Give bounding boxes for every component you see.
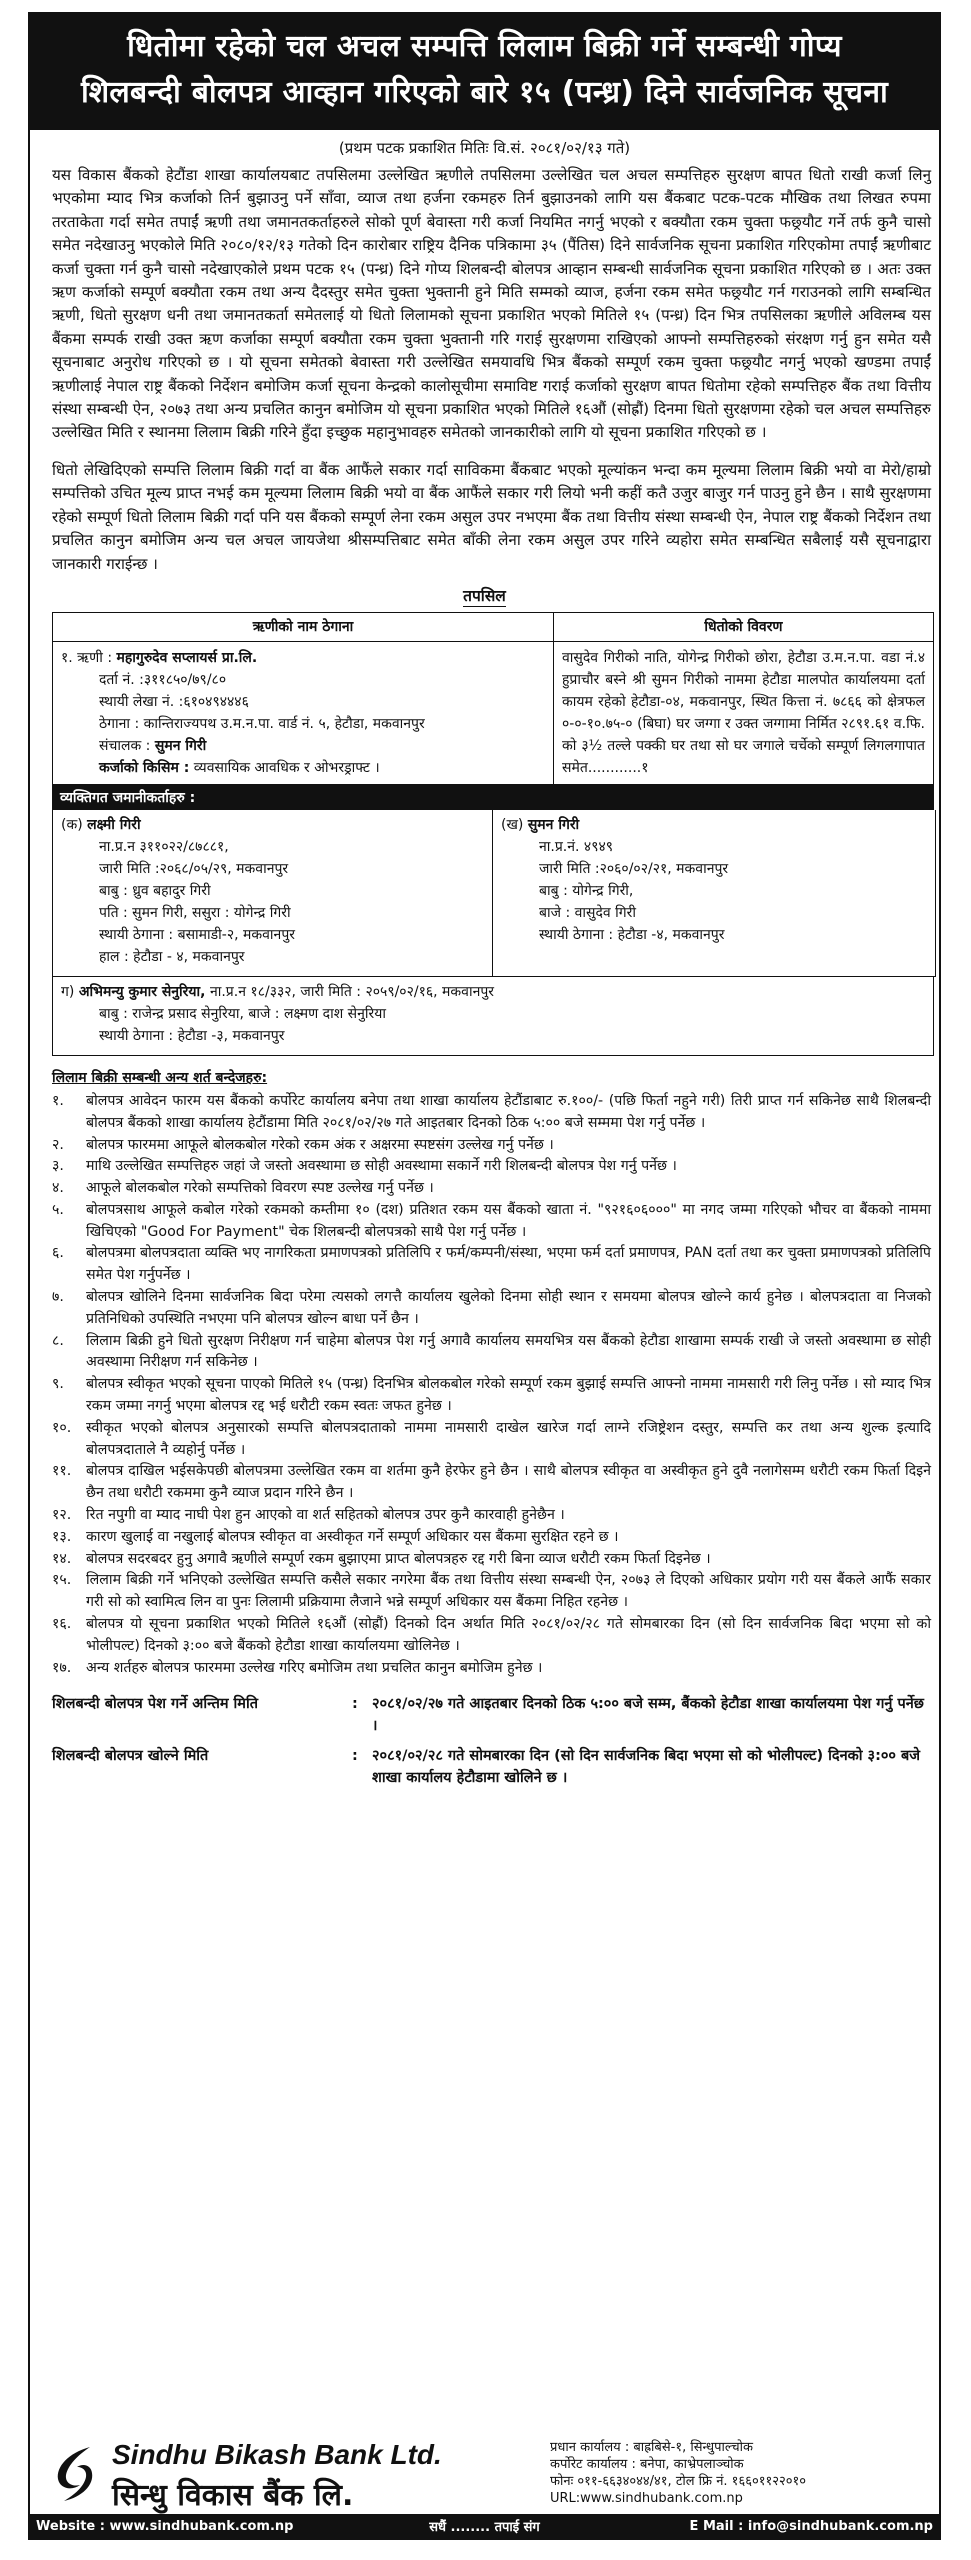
borrower-director: संचालक : सुमन गिरी [99,737,207,754]
condition-item: १४. बोलपत्र सदरबदर हुनु अगावै ऋणीले सम्पूर्ण रकम बुझाएमा प्राप्त बोलपत्रहरु रद्द गरी बिना व्याज धरौटी रकम फिर्ता दिइनेछ । [52,1550,711,1567]
condition-item: ११. बोलपत्र दाखिल भईसकेपछी बोलपत्रमा उल्लेखित रकम वा शर्तमा कुनै हेरफेर हुने छैन । साथै बोलपत्र स्वीकृत वा अस्वीकृत हुने दुवै नलागेसम्म धरौटी रकम फिर्ता दिइने छैन तथा धरौटी रकममा कुनै व्याज प्रदान गरिने छैन । [52,1463,931,1502]
conditions-list [52,1091,931,1680]
borrower-name-line: १. ऋणी : महागुरुदेव सप्लायर्स प्रा.लि. [61,649,258,666]
bank-logo-icon [50,2443,100,2505]
guarantor-b: (ख) सुमन गिरी ना.प्र.नं. ४९४९ जारी मिति :२०६०/०२/२१, मकवानपुर बाबु : योगेन्द्र गिरी, बाजे : वासुदेव गिरी स्थायी ठेगाना : हेटौडा -४, मकवानपुर [501,816,729,943]
condition-item: १५. लिलाम बिक्री गर्ने भनिएको उल्लेखित सम्पत्ति कसैले सकार नगरेमा बैंक तथा वित्तीय संस्था सम्बन्धी ऐन, २०७३ ले दिएको अधिकार प्रयोग गरी यस बैंकले आफैं सकार गरी सो को स्वामित्व लिन वा पुनः लिलामी प्रक्रियामा लैजाने भन्ने सम्पूर्ण अधिकार यस बैंकमा निहित रहनेछ । [52,1572,931,1611]
condition-item: ७. बोलपत्र खोलिने दिनमा सार्वजनिक बिदा परेमा त्यसको लगत्तै कार्यालय खुलेको दिनमा सोही स्थान र समयमा बोलपत्र खोल्ने कार्य हुनेछ । बोलपत्रदाता वा निजको प्रतिनिधिको उपस्थिति नभएमा पनि बोलपत्र खोल्न बाधा पर्ने छैन । [52,1289,931,1327]
condition-item: २. बोलपत्र फारममा आफूले बोलकबोल गरेको रकम अंक र अक्षरमा स्पष्टसंग उल्लेख गर्नु पर्नेछ । [52,1136,554,1153]
condition-item: १७. अन्य शर्तहरु बोलपत्र फारममा उल्लेख गरिए बमोजिम तथा प्रचलित कानुन बमोजिम हुनेछ । [52,1659,543,1676]
bank-contact: प्रधान कार्यालय : बाह्रबिसे-१, सिन्धुपाल्चोक कर्पोरेट कार्यालय : बनेपा, काभ्रेपलाञ्चोक फोनः ०११-६६३४०४४/४१, टोल फ्रि नं. १६६०११२२०१० URL:www.sindhubank.com.np [550,2440,807,2506]
footer-email: E Mail : info@sindhubank.com.np [689,2518,933,2534]
guarantor-b-name: सुमन गिरी [527,816,580,833]
notice-title-box [30,14,939,130]
guarantors-grid [52,810,936,977]
condition-item: ६. बोलपत्रमा बोलपत्रदाता व्यक्ति भए नागरिकता प्रमाणपत्रको प्रतिलिपि र फर्म/कम्पनी/संस्था, भएमा फर्म दर्ता प्रमाणपत्र, PAN दर्ता तथा कर चुक्ता प्रमाणपत्रको प्रतिलिपि समेत पेश गर्नुपर्नेछ । [52,1245,931,1284]
bank-name-nepali: सिन्धु विकास बैंक लि. [112,2478,354,2513]
condition-item: १. बोलपत्र आवेदन फारम यस बैंकको कर्पोरेट कार्यालय बनेपा तथा शाखा कार्यालय हेटौंडाबाट रु.१००/- (पछि फिर्ता नहुने गरी) तिरी प्राप्त गर्न सकिनेछ साथै शिलबन्दी बोलपत्र बैंकको शाखा कार्यालय हेटौंडामा मिति २०८१/०२/२७ गते आइतबार दिनको ठिक ५:०० बजे सम्ममा पेश गर्नु पर्नेछ । [52,1092,931,1131]
borrower-loan-type: कर्जाको किसिम : व्यवसायिक आवधिक र ओभरड्राफ्ट । [99,759,380,776]
condition-item: ३. माथि उल्लेखित सम्पत्तिहरु जहां जे जस्तो अवस्थामा छ सोही अवस्थामा सकार्ने गरी शिलबन्दी बोलपत्र पेश गर्नु पर्नेछ । [52,1158,677,1175]
footer-bar [30,2514,939,2538]
condition-item: ४. आफूले बोलकबोल गरेको सम्पत्तिको विवरण स्पष्ट उल्लेख गर्नु पर्नेछ । [52,1180,434,1197]
guarantor-a: (क) लक्ष्मी गिरी ना.प्र.न ३११०२२/८७८८१, जारी मिति :२०६८/०५/२९, मकवानपुर बाबु : ध्रुव बहादुर गिरी पति : सुमन गिरी, ससुरा : योगेन्द्र गिरी स्थायी ठेगाना : बसामाडी-२, मकवानपुर हाल : हेटौडा - ४, मकवानपुर [53,810,493,976]
borrower-cell [53,641,554,784]
borrower-table [52,612,934,785]
notice-paragraph-1: यस विकास बैंकको हेटौंडा शाखा कार्यालयबाट तपसिलमा उल्लेखित ऋणीले तपसिलमा उल्लेखित चल अचल सम्पत्तिहरु सुरक्षण बापत धितो राखी कर्जा लिनु भएकोमा म्याद भित्र कर्जाको तिर्न बुझाउनु पर्ने साँवा, व्याज तथा हर्जना रकमहरु तिर्न बुझाउनको लागि यस बैंकबाट पटक-पटक मौखिक तथा लिखत रुपमा तरताकेता गर्दा समेत तपाईं ऋणी तथा जमानतकर्ताहरुले सोको पूर्ण बेवास्ता गरी कर्जा नियमित नगर्नु भएको र बक्यौता रकम चुक्ता फछ्र्यौट गर्ने तर्फ कुनै चासो समेत नदेखाउनु भएकोले मिति २०८०/१२/१३ गतेको दिन कारोबार राष्ट्रिय दैनिक पत्रिकामा ३५ (पैंतिस) दिने सार्वजनिक सूचना प्रकाशित गरिएकोमा तपाईं ऋणीबाट कर्जा चुक्ता गर्न कुनै चासो नदेखाएकोले प्रथम पटक १५ (पन्ध्र) दिने गोप्य शिलबन्दी बोलपत्र आव्हान सम्बन्धी सार्वजनिक सूचना प्रकाशित गरिएको छ । अतः उक्त ऋण कर्जाको सम्पूर्ण बक्यौता रकम तथा अन्य दैदस्तुर समेत चुक्ता भुक्तानी हुने मिति सम्मको व्याज, हर्जना रकम समेत फछ्र्यौट गर्न गराउनको लागि सम्बन्धित ऋणी, धितो सुरक्षण धनी तथा जमानतकर्ता समेतलाई यो धितो लिलामको सूचना प्रकाशित भएको मितिले १५ (पन्ध्र) दिन भित्र तपसिलका ऋणीले अविलम्ब यस बैंकमा सम्पर्क राखी उक्त ऋण कर्जाका सम्पूर्ण बक्यौता रकम चुक्ता भुक्तानी गरि गराई सुरक्षणमा राखिएको आफ्नो सम्पत्तिहरुको संरक्षण गर्नु हुन समेत यसै सूचनाबाट अनुरोध गरिएको छ । यो सूचना समेतको बेवास्ता गरी उल्लेखित समयावधि भित्र बैंकको सम्पूर्ण रकम चुक्ता फछ्र्यौट नगर्नु भएको खण्डमा तपाईं ऋणीलाई नेपाल राष्ट्र बैंकको निर्देशन बमोजिम कर्जा सूचना केन्द्रको कालोसूचीमा समाविष्ट गराई कर्जाको सुरक्षण बापत धितोमा रहेको सम्पत्तिहरु बैंक तथा वित्तीय संस्था सम्बन्धी ऐन, २०७३ तथा अन्य प्रचलित कानुन बमोजिम यो सूचना प्रकाशित भएको मितिले १६औं (सोह्रौं) दिनमा धितो सुरक्षणमा रहेको चल अचल सम्पत्तिहरु उल्लेखित मिति र स्थानमा लिलाम बिक्री गरिने हुँदा इच्छुक महानुभावहरु समेतको जानकारीको लागि यो सूचना प्रकाशित गरिएको छ । [52,166,931,442]
bank-name-english: Sindhu Bikash Bank Ltd. [112,2439,442,2470]
condition-item: १३. कारण खुलाई वा नखुलाई बोलपत्र स्वीकृत वा अस्वीकृत गर्ने सम्पूर्ण अधिकार यस बैंकमा सुरक्षित रहने छ । [52,1528,619,1545]
header-borrower: ऋणीको नाम ठेगाना [53,612,554,641]
bank-url: URL:www.sindhubank.com.np [550,2491,743,2506]
borrower-name: महागुरुदेव सप्लायर्स प्रा.लि. [116,649,258,666]
opening-date: शिलबन्दी बोलपत्र खोल्ने मिति : २०८१/०२/२८ गते सोमबारका दिन (सो दिन सार्वजनिक बिदा भएमा सो को भोलीपल्ट) दिनको ३:०० बजे शाखा कार्यालय हेटौडामा खोलिने छ । [52,1748,921,1787]
guarantor-c: ग) अभिमन्यु कुमार सेनुरिया, ना.प्र.न १८/३३२, जारी मिति : २०५९/०२/१६, मकवानपुर बाबु : राजेन्द्र प्रसाद सेनुरिया, बाजे : लक्ष्मण दाश सेनुरिया स्थायी ठेगाना : हेटौडा -३, मकवानपुर [52,977,934,1056]
footer-website: Website : www.sindhubank.com.np [36,2518,294,2534]
footer-slogan: सधैं ........ तपाई संग [429,2520,540,2535]
condition-item: ८. लिलाम बिक्री हुने धितो सुरक्षण निरीक्षण गर्न चाहेमा बोलपत्र पेश गर्नु अगावै कार्यालय समयभित्र यस बैंकको हेटौडा शाखामा सम्पर्क राखी जे जस्तो अवस्थामा छ सोही अवस्थामा निरीक्षण गर्न सकिनेछ । [52,1332,931,1371]
condition-item: ९. बोलपत्र स्वीकृत भएको सूचना पाएको मितिले १५ (पन्ध्र) दिनभित्र बोलकबोल गरेको सम्पूर्ण रकम बुझाई सम्पत्ति आफ्नो नाममा नामसारी गरी लिनु पर्नेछ । सो म्याद भित्र रकम जम्मा नगर्नु भएमा बोलपत्र रद्द भई धरौटी रकम स्वतः जफत हुनेछ । [52,1376,931,1415]
collateral-cell: वासुदेव गिरीको नाति, योगेन्द्र गिरीको छोरा, हेटौडा उ.म.न.पा. वडा नं.४ हुप्राचौर बस्ने श्री सुमन गिरीको नाममा हेटौडा मालपोत कार्यालयमा दर्ता कायम रहेको हेटौडा-०४, मकवानपुर, स्थित कित्ता नं. ७८६६ को क्षेत्रफल ०-०-१०.७५-० (बिघा) घर जग्गा र उक्त जग्गामा निर्मित २८९१.६१ व.फि. को ३½ तल्ले पक्की घर तथा सो घर जगाले चर्चेको सम्पूर्ण लिगलगापात समेत............१ [554,641,934,784]
schedule-heading: तपसिल [463,586,506,605]
bank-footer [30,2439,939,2513]
guarantor-c-name: अभिमन्यु कुमार सेनुरिया, [78,983,206,1000]
condition-item: १०. स्वीकृत भएको बोलपत्र अनुसारको सम्पत्ति बोलपत्रदाताको नाममा नामसारी दाखेल खारेज गर्दा लाग्ने रजिष्ट्रेशन दस्तुर, सम्पत्ति कर तथा अन्य शुल्क इत्यादि बोलपत्रदाताले नै व्यहोर्नु पर्नेछ । [52,1419,931,1458]
guarantors-heading: व्यक्तिगत जमानीकर्ताहरु : [52,785,934,810]
publish-date: (प्रथम पटक प्रकाशित मितिः वि.सं. २०८१/०२/१३ गते) [338,139,631,157]
header-collateral: धितोको विवरण [554,612,934,641]
title-line-1: धितोमा रहेको चल अचल सम्पत्ति लिलाम बिक्री गर्ने सम्बन्धी गोप्य [127,29,842,64]
guarantor-a-name: लक्ष्मी गिरी [87,816,141,833]
condition-item: १२. रित नपुगी वा म्याद नाघी पेश हुन आएको वा शर्त सहितको बोलपत्र उपर कुनै कारवाही हुनेछैन । [52,1507,565,1524]
notice-paragraph-2: धितो लेखिदिएको सम्पत्ति लिलाम बिक्री गर्दा वा बैंक आफैंले सकार गर्दा साविकमा बैंकबाट भएको मूल्यांकन भन्दा कम मूल्यमा लिलाम बिक्री भयो वा मेरो/हाम्रो सम्पत्तिको उचित मूल्य प्राप्त नभई कम मूल्यमा लिलाम बिक्री भयो वा बैंक आफैंले सकार गरी लियो भनी कहीं कतै उजुर बाजुर गर्न पाउनु हुने छैन । साथै सुरक्षणमा रहेको सम्पूर्ण धितो लिलाम बिक्री गर्दा पनि यस बैंकको सम्पूर्ण लेना रकम असुल उपर नभएमा बैंक तथा वित्तीय संस्था सम्बन्धी ऐन, नेपाल राष्ट्र बैंकको निर्देशन तथा प्रचलित कानुन बमोजिम अन्य चल अचल जायजेथा श्रीसम्पत्तिबाट समेत बाँकी लेना रकम असुल उपर गरिने व्यहोरा समेत सम्बन्धित सबैलाई यसै सूचनाद्वारा जानकारी गराईन्छ । [52,460,931,573]
condition-item: ५. बोलपत्रसाथ आफूले कबोल गरेको रकमको कम्तीमा १० (दश) प्रतिशत रकम यस बैंकको खाता नं. "९२१६०६०००" मा नगद जम्मा गरिएको भौचर वा बैंकको नाममा खिचिएको "Good For Payment" चेक शिलबन्दी बोलपत्रको साथै पेश गर्नु पर्नेछ । [52,1201,931,1240]
borrower-address: ठेगाना : कान्तिराज्यपथ उ.म.न.पा. वार्ड नं. ५, हेटौडा, मकवानपुर [99,715,425,732]
condition-item: १६. बोलपत्र यो सूचना प्रकाशित भएको मितिले १६औं (सोह्रौं) दिनको दिन अर्थात मिति २०८१/०२/२८ गते सोमबारका दिन (सो दिन सार्वजनिक बिदा भएमा सो को भोलीपल्ट) दिनको ३:०० बजे बैंकको हेटौडा शाखा कार्यालयमा खोलिनेछ । [52,1616,931,1654]
borrower-reg: दर्ता नं. :३११८५०/७९/८० [99,671,227,688]
borrower-pan: स्थायी लेखा नं. :६१०४९४४४६ [99,693,249,710]
submission-deadline: शिलबन्दी बोलपत्र पेश गर्ने अन्तिम मिति : २०८१/०२/२७ गते आइतबार दिनको ठिक ५:०० बजे सम्म, बैंकको हेटौडा शाखा कार्यालयमा पेश गर्नु पर्नेछ । [52,1696,924,1735]
conditions-title: लिलाम बिक्री सम्बन्धी अन्य शर्त बन्देजहरु: [52,1069,268,1086]
title-line-2: शिलबन्दी बोलपत्र आव्हान गरिएको बारे १५ (पन्ध्र) दिने सार्वजनिक सूचना [80,75,889,110]
notice-frame [28,12,941,2540]
